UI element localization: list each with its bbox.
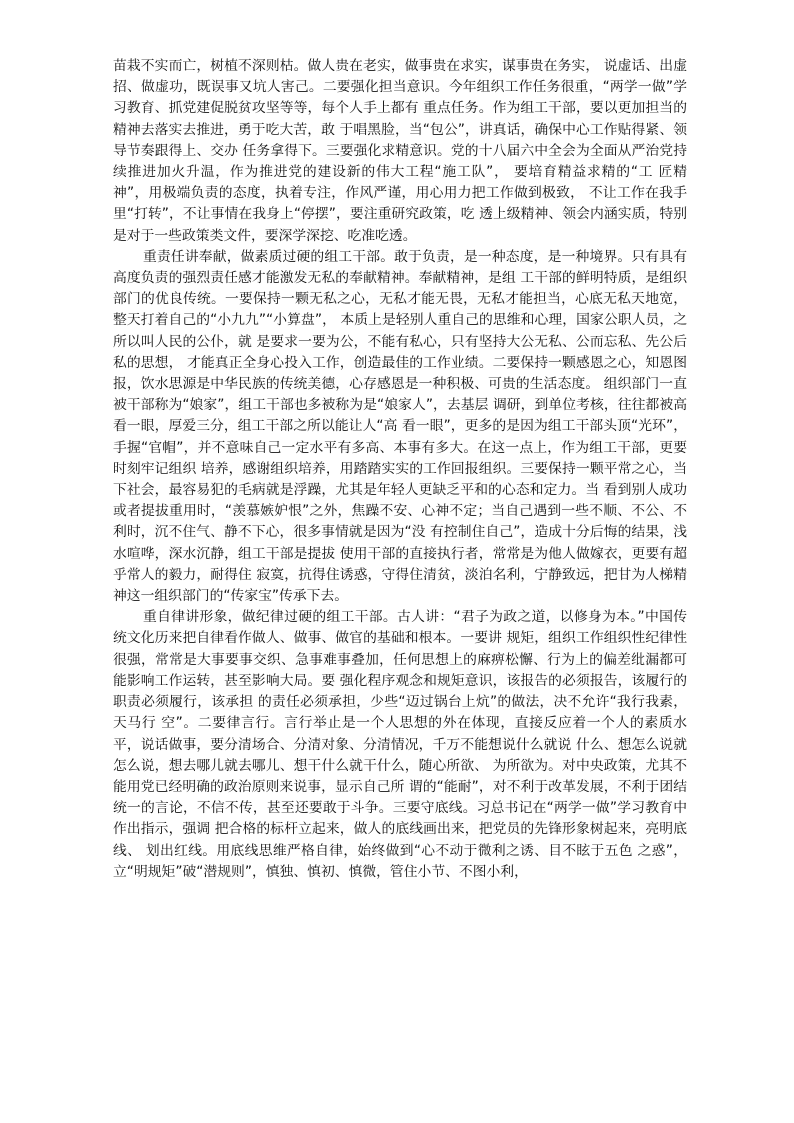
document-page xyxy=(113,56,687,883)
paragraph-self-discipline: 重自律讲形象，做纪律过硬的组工干部。古人讲：“君子为政之道，以修身为本。”中国传统文化历来把自律看作做人、做事、做官的基础和根本。一要讲 规矩，组织工作组织性纪律性很强，常常是大事要事交织、急事难事叠加，任何思想上的麻痹松懈、行为上的偏差纰漏都可能影响工作运转，甚至影响大局。要 强化程序观念和规矩意识，该报告的必须报告，该履行的职责必须履行，该承担 的责任必须承担，少些“迈过锅台上炕”的做法，决不允许“我行我素，天马行 空”。二要律言行。言行举止是一个人思想的外在体现，直接反应着一个人的素质水平，说话做事，要分清场合、分清对象、分清情况，千万不能想说什么就说 什么、想怎么说就怎么说，想去哪儿就去哪儿、想干什么就干什么，随心所欲、 为所欲为。对中央政策，尤其不能用党已经明确的政治原则来说事，显示自己所 谓的“能耐”，对不利于改革发展，不利于团结统一的言论，不信不传，甚至还要敢于斗争。三要守底线。习总书记在“两学一做”学习教育中作出指示，强调 把合格的标杆立起来，做人的底线画出来，把党员的先锋形象树起来，亮明底线、 划出红线。用底线思维严格自律，始终做到“心不动于微利之诱、目不眩于五色 之惑”，立“明规矩”破“潜规则”，慎独、慎初、慎微，管住小节、不图小利， xyxy=(113,609,687,880)
paragraph-intro: 苗栽不实而亡，树植不深则枯。做人贵在老实，做事贵在求实，谋事贵在务实， 说虚话、出虚招、做虚功，既误事又坑人害己。二要强化担当意识。今年组织工作任务很重，“两学一做”学习教育、抓党建促脱贫攻坚等等，每个人手上都有 重点任务。作为组工干部，要以更加担当的精神去落实去推进，勇于吃大苦，敢 于唱黑脸，当“包公”，讲真话，确保中心工作贴得紧、领导节奏跟得上、交办 任务拿得下。三要强化求精意识。党的十八届六中全会为全面从严治党持续推进加火升温，作为推进党的建设新的伟大工程“施工队”， 要培育精益求精的“工 匠精神”，用极端负责的态度，执着专注，作风严谨，用心用力把工作做到极致， 不让工作在我手里“打转”，不让事情在我身上“停摆”，要注重研究政策，吃 透上级精神、领会内涵实质，特别是对于一些政策类文件，要深学深挖、吃准吃透。 xyxy=(113,58,687,244)
paragraph-responsibility: 重责任讲奉献，做素质过硬的组工干部。敢于负责，是一种态度，是一种境界。只有具有高度负责的强烈责任感才能激发无私的奉献精神。奉献精神，是组 工干部的鲜明特质，是组织部门的优良传统。一要保持一颗无私之心，无私才能无畏，无私才能担当，心底无私天地宽，整天打着自己的“小九九”“小算盘”， 本质上是轻别人重自己的思维和心理，国家公职人员，之所以叫人民的公仆，就 是要求一要为公，不能有私心，只有坚持大公无私、公而忘私、先公后私的思想， 才能真正全身心投入工作，创造最佳的工作业绩。二要保持一颗感恩之心，知恩图报，饮水思源是中华民族的传统美德，心存感恩是一种积极、可贵的生活态度。 组织部门一直被干部称为“娘家”，组工干部也多被称为是“娘家人”，去基层 调研，到单位考核，往往都被高看一眼，厚爱三分，组工干部之所以能让人“高 看一眼”，更多的是因为组工干部头顶“光环”，手握“官帽”，并不意味自己一定水平有多高、本事有多大。在这一点上，作为组工干部，更要时刻牢记组织 培养，感谢组织培养，用踏踏实实的工作回报组织。三要保持一颗平常之心，当 下社会，最容易犯的毛病就是浮躁，尤其是年轻人更缺乏平和的心态和定力。当 看到别人成功或者提拔重用时，“羡慕嫉妒恨”之外，焦躁不安、心神不定；当自己遇到一些不顺、不公、不利时，沉不住气、静不下心，很多事情就是因为“没 有控制住自己”，造成十分后悔的结果，浅水喧哗，深水沉静，组工干部是提拔 使用干部的直接执行者，常常是为他人做嫁衣，更要有超乎常人的毅力，耐得住 寂寞，抗得住诱惑，守得住清贫，淡泊名利，宁静致远，把甘为人梯精神这一组织部门的“传家宝”传承下去。 xyxy=(113,248,687,605)
